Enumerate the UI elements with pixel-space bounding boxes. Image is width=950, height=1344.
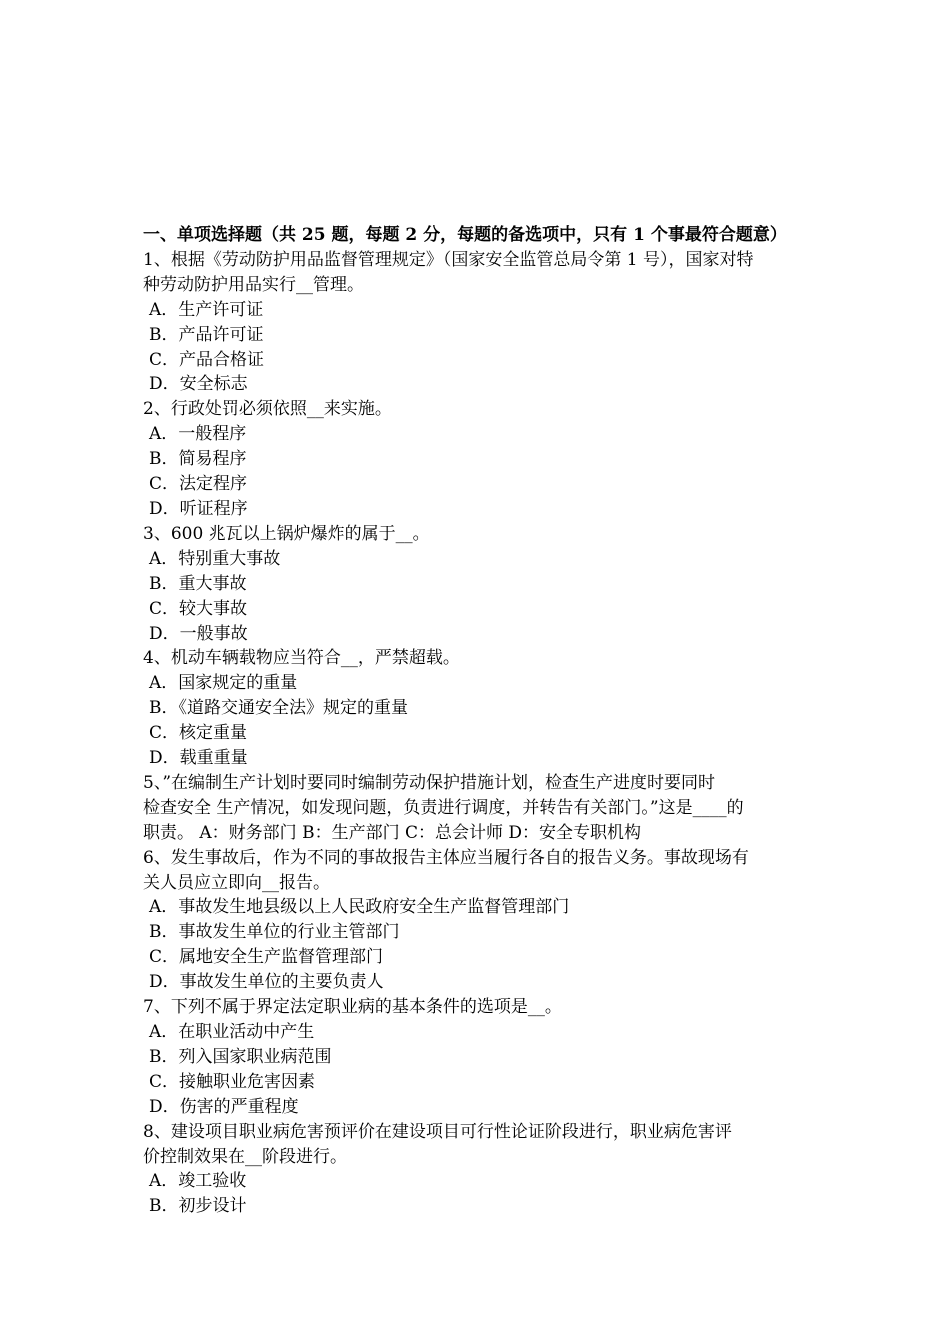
answer-option: D．事故发生单位的主要负责人 xyxy=(149,972,384,993)
question-text: 价控制效果在__阶段进行。 xyxy=(143,1146,347,1167)
answer-option: A．事故发生地县级以上人民政府安全生产监督管理部门 xyxy=(149,897,570,918)
question-text: 种劳动防护用品实行__管理。 xyxy=(143,274,364,295)
question-block xyxy=(143,248,813,397)
answer-option: A．一般程序 xyxy=(149,424,247,445)
question-text: 检查安全 生产情况，如发现问题，负责进行调度，并转告有关部门。”这是____的 xyxy=(143,797,744,818)
answer-option: A．国家规定的重量 xyxy=(149,673,298,694)
question-block xyxy=(143,646,813,771)
answer-option: C．核定重量 xyxy=(149,723,248,744)
question-text: 7、下列不属于界定法定职业病的基本条件的选项是__。 xyxy=(143,997,562,1018)
answer-option: C．接触职业危害因素 xyxy=(149,1071,316,1092)
question-block xyxy=(143,1120,813,1220)
answer-option: B．列入国家职业病范围 xyxy=(149,1046,332,1067)
answer-option: D．安全标志 xyxy=(149,374,248,395)
answer-option: A．特别重大事故 xyxy=(149,548,281,569)
answer-option: A．在职业活动中产生 xyxy=(149,1022,315,1042)
question-text: 8、建设项目职业病危害预评价在建设项目可行性论证阶段进行，职业病危害评 xyxy=(143,1121,732,1142)
answer-option: A．生产许可证 xyxy=(149,299,264,320)
answer-option: A．竣工验收 xyxy=(149,1171,247,1192)
answer-option: B．事故发生单位的行业主管部门 xyxy=(149,922,400,943)
answer-option: D．伤害的严重程度 xyxy=(149,1096,299,1117)
question-block xyxy=(143,522,813,647)
question-text: 关人员应立即向__报告。 xyxy=(143,872,330,893)
question-block xyxy=(143,995,813,1120)
answer-option: C．较大事故 xyxy=(149,598,248,619)
question-text: 6、发生事故后，作为不同的事故报告主体应当履行各自的报告义务。事故现场有 xyxy=(143,847,749,868)
question-block xyxy=(143,846,813,995)
answer-option: D．听证程序 xyxy=(149,498,248,519)
answer-option: B．重大事故 xyxy=(149,573,247,594)
answer-option: C．法定程序 xyxy=(149,474,248,495)
answer-option: B．初步设计 xyxy=(149,1196,247,1217)
answer-option: D．一般事故 xyxy=(149,623,248,644)
answer-option: B．《道路交通安全法》规定的重量 xyxy=(149,698,408,719)
question-text: 3、600 兆瓦以上锅炉爆炸的属于__。 xyxy=(143,523,430,544)
question-text: 2、行政处罚必须依照__来实施。 xyxy=(143,399,392,420)
question-text: 职责。 A：财务部门 B：生产部门 C：总会计师 D：安全专职机构 xyxy=(143,822,642,843)
answer-option: B．产品许可证 xyxy=(149,324,264,345)
document-page xyxy=(143,223,813,1219)
answer-option: C．属地安全生产监督管理部门 xyxy=(149,947,384,968)
question-block xyxy=(143,397,813,522)
question-text: 5、”在编制生产计划时要同时编制劳动保护措施计划，检查生产进度时要同时 xyxy=(143,772,716,793)
section-heading: 一、单项选择题（共 25 题，每题 2 分，每题的备选项中，只有 1 个事最符合题意） xyxy=(143,225,787,245)
answer-option: B．简易程序 xyxy=(149,449,247,470)
answer-option: D．载重重量 xyxy=(149,748,248,769)
question-text: 4、机动车辆载物应当符合__，严禁超载。 xyxy=(143,648,460,669)
question-text: 1、根据《劳动防护用品监督管理规定》（国家安全监管总局令第 1 号），国家对特 xyxy=(143,249,754,270)
question-block xyxy=(143,771,813,846)
answer-option: C．产品合格证 xyxy=(149,349,265,370)
